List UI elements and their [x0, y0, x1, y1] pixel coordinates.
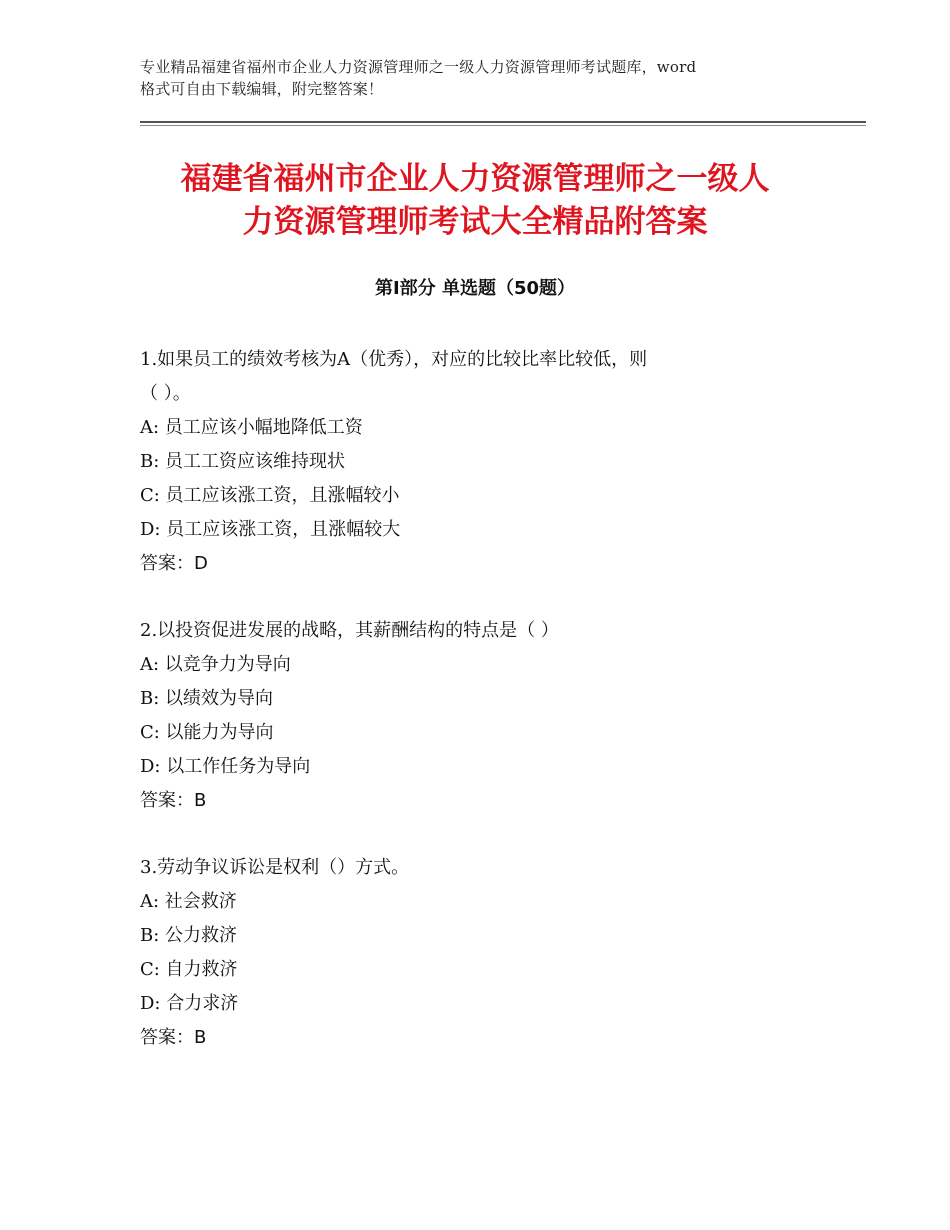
- header-note: [140, 56, 830, 100]
- question-stem-line-1: 1.如果员工的绩效考核为A（优秀），对应的比较比率比较低，则: [140, 349, 648, 370]
- answer-label: 答案：D: [140, 553, 208, 574]
- option-c: C: 以能力为导向: [140, 722, 274, 743]
- question-stem: [140, 851, 830, 885]
- question-stem-line-2: （ ）。: [140, 383, 191, 404]
- question-stem: [140, 614, 830, 648]
- option-d: D: 以工作任务为导向: [140, 756, 311, 777]
- section-title: 第Ⅰ部分 单选题（50题）: [374, 278, 575, 299]
- header-note-line-2: 格式可自由下载编辑，附完整答案！: [140, 80, 384, 98]
- document-title-line-2: 力资源管理师考试大全精品附答案: [242, 204, 708, 240]
- option-a: A: 以竞争力为导向: [140, 654, 291, 675]
- option-b: B: 公力救济: [140, 925, 238, 946]
- option-c: C: 自力救济: [140, 959, 238, 980]
- answer-label: 答案：B: [140, 790, 207, 811]
- header-note-line-1: 专业精品福建省福州市企业人力资源管理师之一级人力资源管理师考试题库，word: [140, 58, 697, 76]
- answer-label: 答案：B: [140, 1027, 207, 1048]
- option-b: B: 以绩效为导向: [140, 688, 274, 709]
- question-stem-line-1: 3.劳动争议诉讼是权利（）方式。: [140, 857, 410, 878]
- document-title-line-1: 福建省福州市企业人力资源管理师之一级人: [180, 161, 770, 197]
- question-stem: [140, 343, 830, 411]
- option-d: D: 员工应该涨工资，且涨幅较大: [140, 519, 401, 540]
- question-2: [140, 614, 830, 818]
- header-divider-thick: [140, 121, 866, 123]
- option-c: C: 员工应该涨工资，且涨幅较小: [140, 485, 400, 506]
- question-stem-line-1: 2.以投资促进发展的战略，其薪酬结构的特点是（ ）: [140, 620, 559, 641]
- option-d: D: 合力求济: [140, 993, 239, 1014]
- document-title: [100, 158, 850, 244]
- question-1: [140, 343, 830, 581]
- option-a: A: 员工应该小幅地降低工资: [140, 417, 363, 438]
- option-b: B: 员工工资应该维持现状: [140, 451, 346, 472]
- option-a: A: 社会救济: [140, 891, 237, 912]
- question-list: [140, 343, 830, 1088]
- question-3: [140, 851, 830, 1055]
- header-divider-thin: [140, 125, 866, 126]
